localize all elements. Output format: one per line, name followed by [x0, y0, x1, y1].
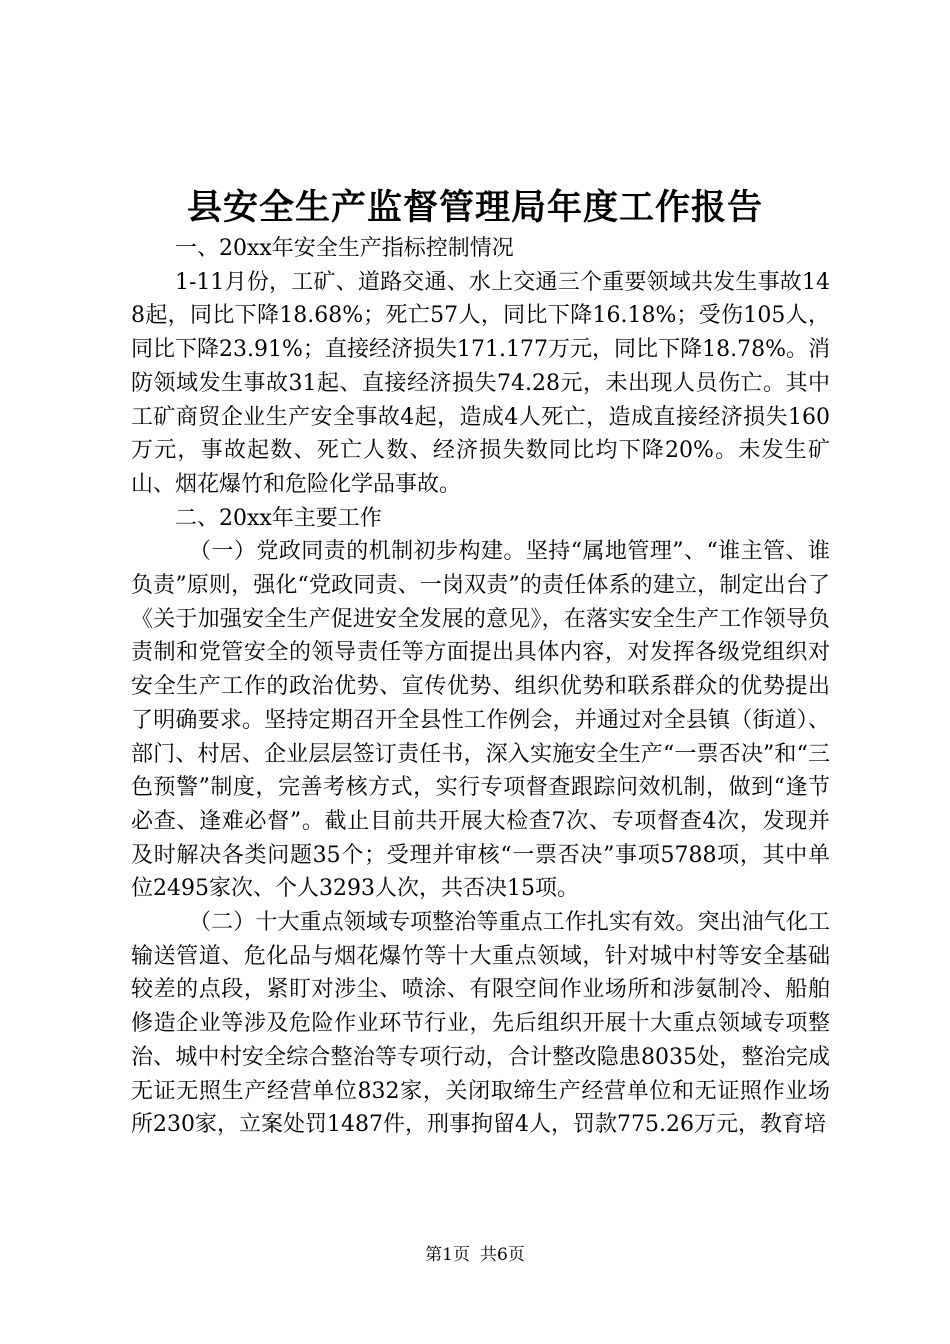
document-title: 县安全生产监督管理局年度工作报告 — [186, 187, 763, 228]
page-number: 第1页 — [425, 1245, 470, 1265]
paragraph-responsibility: （一）党政同责的机制初步构建。坚持“属地管理”、“谁主管、谁负责”原则，强化“党政同责、一岗双责”的责任体系的建立，制定出台了《关于加强安全生产促进安全发展的意见》，在落实安全生产工作领导负责制和党管安全的领导责任等方面提出具体内容，对发挥各级党组织对安全生产工作的政治优势、宣传优势、组织优势和联系群众的优势提出了明确要求。坚持定期召开全县性工作例会，并通过对全县镇（街道）、部门、村居、企业层层签订责任书，深入实施安全生产“一票否决”和“三色预警”制度，完善考核方式，实行专项督查跟踪问效机制，做到“逢节必查、逢难必督”。截止目前共开展大检查7次、专项督查4次，发现并及时解决各类问题35个；受理并审核“一票否决”事项5788项，其中单位2495家次、个人3293人次，共否决15项。 — [131, 539, 830, 902]
section-heading-1: 一、20xx年安全生产指标控制情况 — [175, 236, 514, 261]
paragraph-special-rectification: （二）十大重点领域专项整治等重点工作扎实有效。突出油气化工输送管道、危化品与烟花爆竹等十大重点领域，针对城中村等安全基础较差的点段，紧盯对涉尘、喷涂、有限空间作业场所和涉氨制冷、船舶修造企业等涉及危险作业环节行业，先后组织开展十大重点领域专项整治、城中村安全综合整治等专项行动，合计整改隐患8035处，整治完成无证无照生产经营单位832家，关闭取缔生产经营单位和无证照作业场所230家，立案处罚1487件，刑事拘留4人，罚款775.26万元，教育培 — [131, 910, 830, 1138]
section-heading-2: 二、20xx年主要工作 — [175, 505, 382, 531]
page-total: 共6页 — [480, 1245, 525, 1265]
document-body — [131, 232, 830, 1142]
page-footer — [0, 1243, 950, 1267]
paragraph-indicators: 1-11月份，工矿、道路交通、水上交通三个重要领域共发生事故148起，同比下降18.68%；死亡57人，同比下降16.18%；受伤105人，同比下降23.91%；直接经济损失171.177万元，同比下降18.78%。消防领域发生事故31起、直接经济损失74.28元，未出现人员伤亡。其中工矿商贸企业生产安全事故4起，造成4人死亡，造成直接经济损失160万元，事故起数、死亡人数、经济损失数同比均下降20%。未发生矿山、烟花爆竹和危险化学品事故。 — [131, 269, 830, 497]
